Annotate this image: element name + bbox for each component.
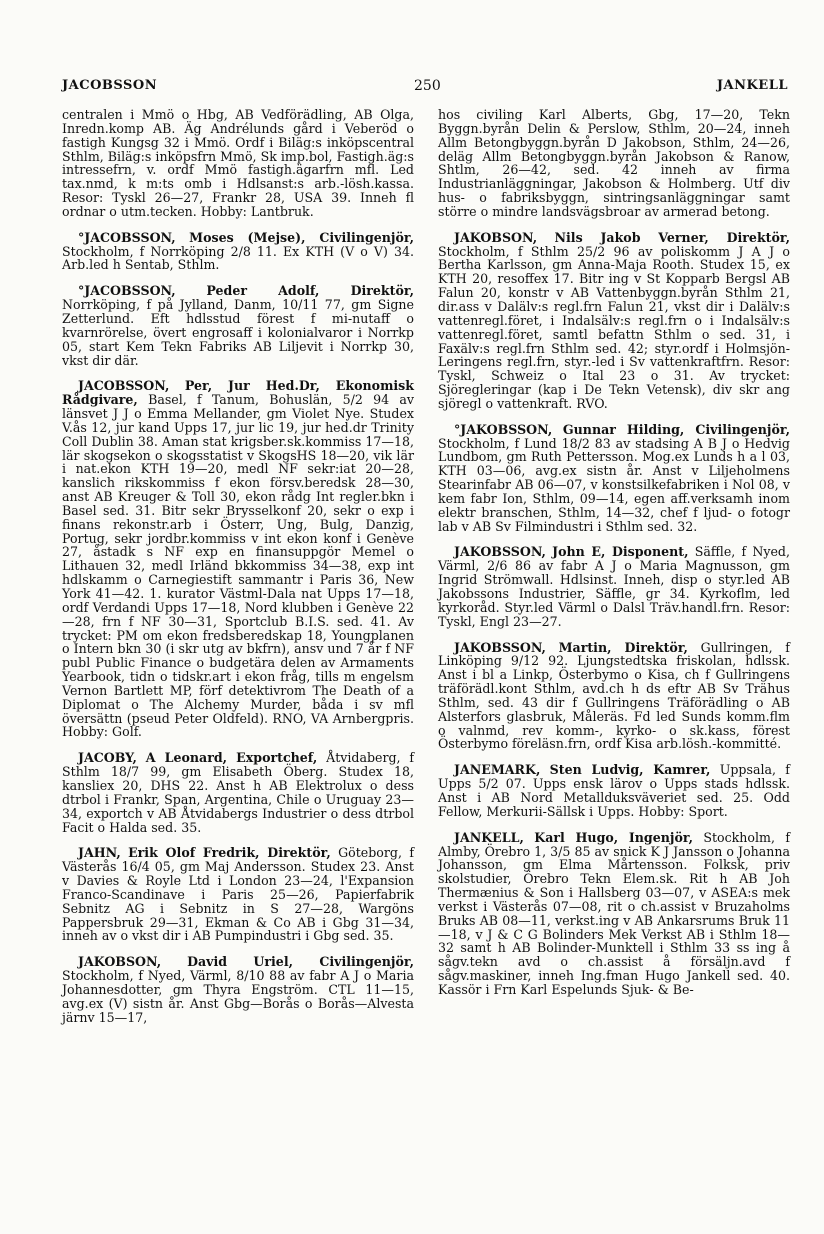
entry-name: °JAKOBSSON, [454,421,553,437]
entry [62,284,414,367]
entry [62,231,414,273]
entry [62,379,414,739]
entry-text: Gullringen, f Linköping 9/12 92. Ljungstedtska friskolan, hdlssk. Anst i bl a Linkp, Österbymo o Kisa, ch f Gullringens träförädl.kont Sthlm, avd.ch h ds eftr AB Sv Trähus Sthlm, sed. 43 dir f Gullringens Träförädling o AB Alsterfors glasbruk, Måleräs. Fd led Sunds komm.flm o valnmd, rev komm-, kyrko- o sk.kass, förest Österbymo föreläsn.frn, ordf Kisa arb.lösh.-kommitté. [438,639,790,752]
entry-name: JAKOBSSON, [454,544,546,560]
entry-continuation [62,108,414,219]
entry-title: Moses (Mejse), Civilingenjör, [189,229,414,245]
entry-name: JANEMARK, [454,762,541,778]
entry-name: JAKOBSON, [454,229,538,245]
entry-name: °JACOBSSON, [78,229,176,245]
entry-title: Gunnar Hilding, Civilingenjör, [562,421,790,437]
entry-text: Säffle, f Nyed, Värml, 2/6 86 av fabr A J o Maria Magnusson, gm Ingrid Strömwall. Hdlsinst. Inneh, disp o styr.led AB Jakobssons Industrier, Säffle, gr 34. Kyrkoflm, led kyrkoråd. Styr.led Värml o Dalsl Träv.handl.frn. Resor: Tyskl, Engl 23—27. [438,544,790,629]
entry-title: Nils Jakob Verner, Direktör, [554,229,790,245]
entry-text: Åtvidaberg, f Sthlm 18/7 99, gm Elisabeth Öberg. Studex 18, kansliex 20, DHS 22. Anst h AB Elektrolux o dess dtrbol i Frankr, Span, Argentina, Chile o Uruguay 23—34, exportch v AB Åtvidabergs Industrier o dess dtrbol Facit o Halda sed. 35. [62,750,414,835]
entry [62,751,414,834]
entry [438,423,790,534]
entry-title: Karl Hugo, Ingenjör, [534,829,693,845]
entry-text: Uppsala, f Upps 5/2 07. Upps ensk lärov o Upps stads hdlssk. Anst i AB Nord Metallduksväveriet sed. 25. Odd Fellow, Merkurii-Sällsk i Upps. Hobby: Sport. [438,762,790,819]
entry-title: Per, Jur Hed.Dr, Ekonomisk Rådgivare, [62,378,414,408]
entry-continuation [438,108,790,219]
right-column [438,108,790,1009]
entry [438,545,790,628]
entry-name: JAKOBSON, [78,954,162,970]
running-head-left: JACOBSSON [62,78,158,93]
entry-title: A Leonard, Exportchef, [145,750,318,766]
entry-name: JACOBY, [78,750,137,766]
entry-text: hos civiling Karl Alberts, Gbg, 17—20, Tekn Byggn.byrån Delin & Perslow, Sthlm, 20—24, inneh Allm Betongbyggn.byrån D Jakobson, Sthlm, 24—26, deläg Allm Betongbyggn.byrån Jakobson & Ranow, Shtlm, 26—42, sed. 42 inneh av firma Industrianläggningar, Jakobson & Holmberg. Utf div hus- o fabriksbyggn, sintringsanläggningar samt större o mindre landsvägsbroar av armerad betong. [438,107,790,219]
page-number: 250 [414,78,441,94]
entry-text: Norrköping, f på Jylland, Danm, 10/11 77, gm Signe Zetterlund. Eft hdlsstud förest f mi-nutaff o kvarnrörelse, övert engrosaff i kolonialvaror i Norrkp 05, start Kem Tekn Fabriks AB Liljevit i Norrkp 30, vkst dir där. [62,297,414,368]
entry-name: JAHN, [78,845,121,861]
entry-title: David Uriel, Civilingenjör, [187,954,414,970]
entry-text: Stockholm, f Lund 18/2 83 av stadsing A B J o Hedvig Lundbom, gm Ruth Pettersson. Mog.ex Lunds h a l 03, KTH 03—06, avg.ex sistn år. Anst v Liljeholmens Stearinfabr AB 06—07, v konstsilkefabriken i Nol 08, v kem fabr Ion, Sthlm, 09—14, egen aff.verksamh inom elektr branschen, Sthlm, 14—32, chef f ljud- o fotogr lab v AB Sv Filmindustri i Sthlm sed. 32. [438,435,790,534]
entry-title: John E, Disponent, [552,544,689,560]
page-header [62,78,788,98]
entry [62,846,414,943]
entry-text: Stockholm, f Norrköping 2/8 11. Ex KTH (V o V) 34. Arb.led h Sentab, Sthlm. [62,243,414,273]
entry-text: Basel, f Tanum, Bohuslän, 5/2 94 av länsvet J J o Emma Mellander, gm Violet Nye. Studex V.ås 12, jur kand Upps 17, jur lic 19, jur hed.dr Trinity Coll Dublin 38. Aman stat krigsber.sk.kommiss 17—18, lär skogsekon o skogsstatist v SkogsHS 18—20, vik lär i nat.ekon KTH 19—20, medl NF sekr:iat 20—28, kanslich rikskommiss f ekon försv.beredsk 28—30, anst AB Kreuger & Toll 30, ekon rådg Int regler.bkn i Basel sed. 31. Bitr sekr Brysselkonf 20, sekr o exp i finans rekonstr.arb i Österr, Ung, Bulg, Danzig, Portug, sekr jordbr.kommiss v int ekon konf i Genève 27, åstadk s NF exp en finansuppgör Memel o Lithauen 32, medl Irländ bkkommiss 34—38, exp int hdlskamm o Carnegiestift sammantr i Paris 36, New York 41—42. 1. kurator Västml-Dala nat Upps 17—18, ordf Verdandi Upps 17—18, Nord klubben i Genève 22—28, frn f NF 30—31, Sportclub B.I.S. sed. 41. Av trycket: PM om ekon fredsberedskap 18, Youngplanen o Intern bkn 30 (i skr utg av bkfrn), ansv und 7 år f NF publ Public Finance o budgetära delen av Armaments Yearbook, tidn o tidskr.art i ekon fråg, tills m engelsm Vernon Bartlett MP, förf detektivrom The Death of a Diplomat o The Alchemy Murder, båda i sv mfl översättn (pseud Peter Oldfeld). RNO, VA Arnbergpris. Hobby: Golf. [62,392,414,740]
running-head-right: JANKELL [716,78,788,93]
entry-text: Stockholm, f Almby, Örebro 1, 3/5 85 av snick K J Jansson o Johanna Johansson, gm Elma Mårtensson. Folksk, priv skolstudier, Örebro Tekn Elem.sk. Rit h AB Joh Thermænius & Son i Hallsberg 03—07, v ASEA:s mek verkst i Västerås 07—08, rit o ch.assist v Bruzaholms Bruks AB 08—11, verkst.ing v AB Ankarsrums Bruk 11—18, v J & C G Bolinders Mek Verkst AB i Sthlm 18—32 samt h AB Bolinder-Munktell i Sthlm 33 ss ing å sågv.tekn avd o ch.assist å försäljn.avd f sågv.maskiner, inneh Ing.fman Hugo Jankell sed. 40. Kassör i Frn Karl Espelunds Sjuk- & Be- [438,829,790,997]
entry-title: Erik Olof Fredrik, Direktör, [128,845,331,861]
entry-name: JAKOBSSON, [454,639,546,655]
entry-text: Stockholm, f Sthlm 25/2 96 av poliskomm J A J o Bertha Karlsson, gm Anna-Maja Rooth. Studex 15, ex KTH 20, resoffex 17. Bitr ing v St Kopparb Bergsl AB Falun 20, konstr v AB Vattenbyggn.byrån Sthlm 21, dir.ass v Dalälv:s regl.frn Falun 21, vkst dir i Dalälv:s vattenregl.föret, i Indalsälv:s regl.frn o i Indalsälv:s vattenregl.föret, samtl befattn Sthlm o sed. 31, i Faxälv:s regl.frn Sthlm sed. 42; styr.ordf i Holmsjön-Leringens regl.frn, styr.-led i Sv vattenkraftfrn. Resor: Tyskl, Schweiz o Ital 23 o 31. Av trycket: Sjöregleringar (kap i De Tekn Vetensk), div skr ang sjöregl o vattenkraft. RVO. [438,243,790,411]
entry-name: JANKELL, [454,829,524,845]
entry-text: Stockholm, f Nyed, Värml, 8/10 88 av fabr A J o Maria Johannesdotter, gm Thyra Engström. CTL 11—15, avg.ex (V) sistn år. Anst Gbg—Borås o Borås—Alvesta järnv 15—17, [62,968,414,1025]
entry-title: Sten Ludvig, Kamrer, [549,762,711,778]
entry-text: centralen i Mmö o Hbg, AB Vedförädling, AB Olga, Inredn.komp AB. Äg Andrélunds gård i Veberöd o fastigh Kungsg 32 i Mmö. Ordf i Biläg:s inköpscentral Sthlm, Biläg:s inköpsfrn Mmö, Sk imp.bol, Fastigh.äg:s intressefrn, v. ordf Mmö fastigh.ägarfrn mfl. Led tax.nmd, k m:ts omb i Hdlsanst:s arb.-lösh.kassa. Resor: Tyskl 26—27, Frankr 28, USA 39. Inneh fl ordnar o utm.tecken. Hobby: Lantbruk. [62,107,414,219]
left-column [62,108,414,1036]
entry [62,955,414,1024]
entry [438,641,790,752]
entry-text: Göteborg, f Västerås 16/4 05, gm Maj Andersson. Studex 23. Anst v Davies & Royle Ltd i London 23—24, l'Expansion Franco-Scandinave i Paris 25—26, Papierfabrik Sebnitz AG i Sebnitz in S 27—28, Wargöns Pappersbruk 29—31, Ekman & Co AB i Gbg 31—34, inneh av o vkst dir i AB Pumpindustri i Gbg sed. 35. [62,845,414,944]
entry-name: JACOBSSON, [78,378,170,394]
entry-title: Peder Adolf, Direktör, [206,283,414,299]
entry [438,763,790,818]
entry-name: °JACOBSSON, [78,283,176,299]
entry [438,231,790,411]
entry [438,831,790,997]
entry-title: Martin, Direktör, [558,639,688,655]
